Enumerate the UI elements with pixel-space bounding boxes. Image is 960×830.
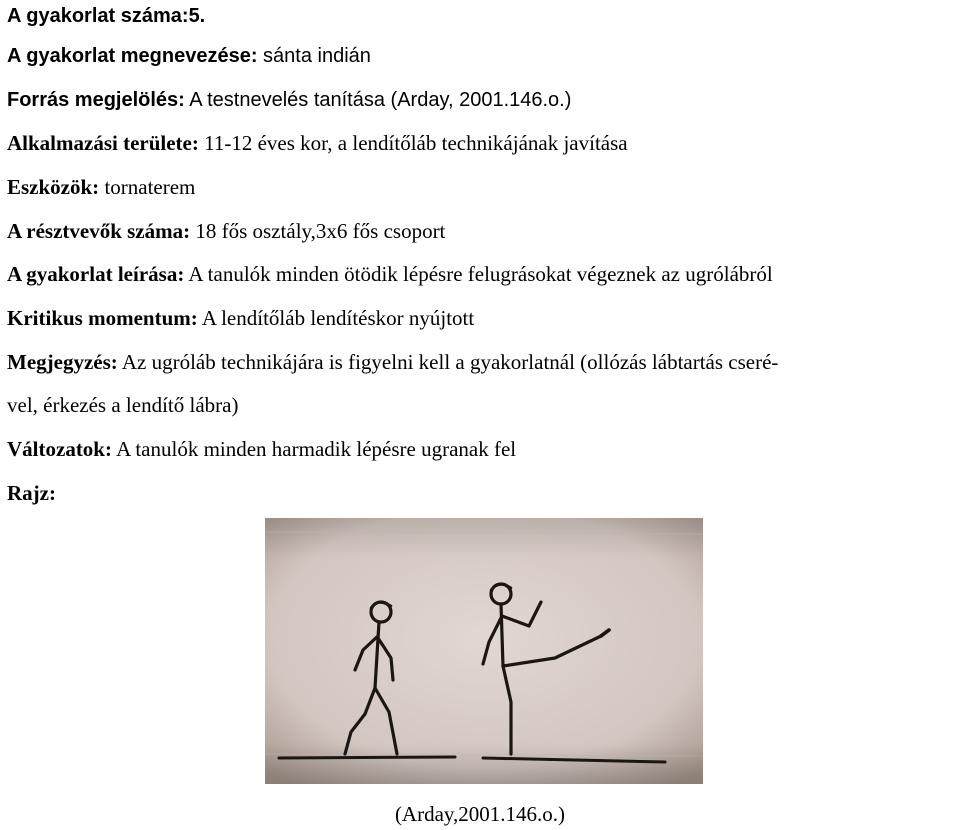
source-value: A testnevelés tanítása (Arday, 2001.146.o.) [184,89,572,111]
exercise-number-label: A gyakorlat száma: [7,5,189,27]
ground-line-left [279,757,455,758]
variants-value: A tanulók minden harmadik lépésre ugranak fel [111,437,517,461]
drawing-svg [265,518,703,784]
source-line [7,87,571,112]
source-label: Forrás megjelölés: [7,89,185,111]
participants-label: A résztvevők száma: [7,219,191,243]
variants-line [7,437,516,461]
exercise-name-value: sánta indián [257,45,371,67]
note-value: Az ugróláb technikájára is figyelni kell a gyakorlatnál (ollózás lábtartás cseré- [117,350,779,374]
drawing-line [7,481,56,505]
exercise-number-line [7,3,205,28]
application-area-value: 11-12 éves kor, a lendítőláb technikájának javítása [198,131,628,155]
kicking-figure-torso [501,604,503,666]
drawing-caption-text: (Arday,2001.146.o.) [394,802,566,826]
critical-moment-value: A lendítőláb lendítéskor nyújtott [197,306,475,330]
drawing-photo [265,518,703,784]
participants-value: 18 fős osztály,3x6 fős csoport [190,219,446,243]
exercise-name-line [7,43,371,68]
exercise-number-value: 5. [188,5,206,27]
application-area-label: Alkalmazási területe: [7,131,199,155]
tools-label: Eszközök: [7,175,100,199]
note-line [7,350,778,374]
participants-line [7,219,445,243]
description-value: A tanulók minden ötödik lépésre felugrásokat végeznek az ugrólábról [184,262,773,286]
note-continuation-value: vel, érkezés a lendítő lábra) [7,393,239,417]
note-label: Megjegyzés: [7,350,118,374]
tools-value: tornaterem [99,175,196,199]
exercise-name-label: A gyakorlat megnevezése: [7,45,258,67]
critical-moment-label: Kritikus momentum: [7,306,198,330]
description-label: A gyakorlat leírása: [7,262,185,286]
drawing-label: Rajz: [7,481,56,505]
application-area-line [7,131,628,155]
variants-label: Változatok: [7,437,112,461]
critical-moment-line [7,306,474,330]
description-line [7,262,773,286]
tools-line [7,175,195,199]
note-continuation-line [7,393,238,417]
drawing-caption [0,802,960,826]
paper-shading [265,518,703,784]
